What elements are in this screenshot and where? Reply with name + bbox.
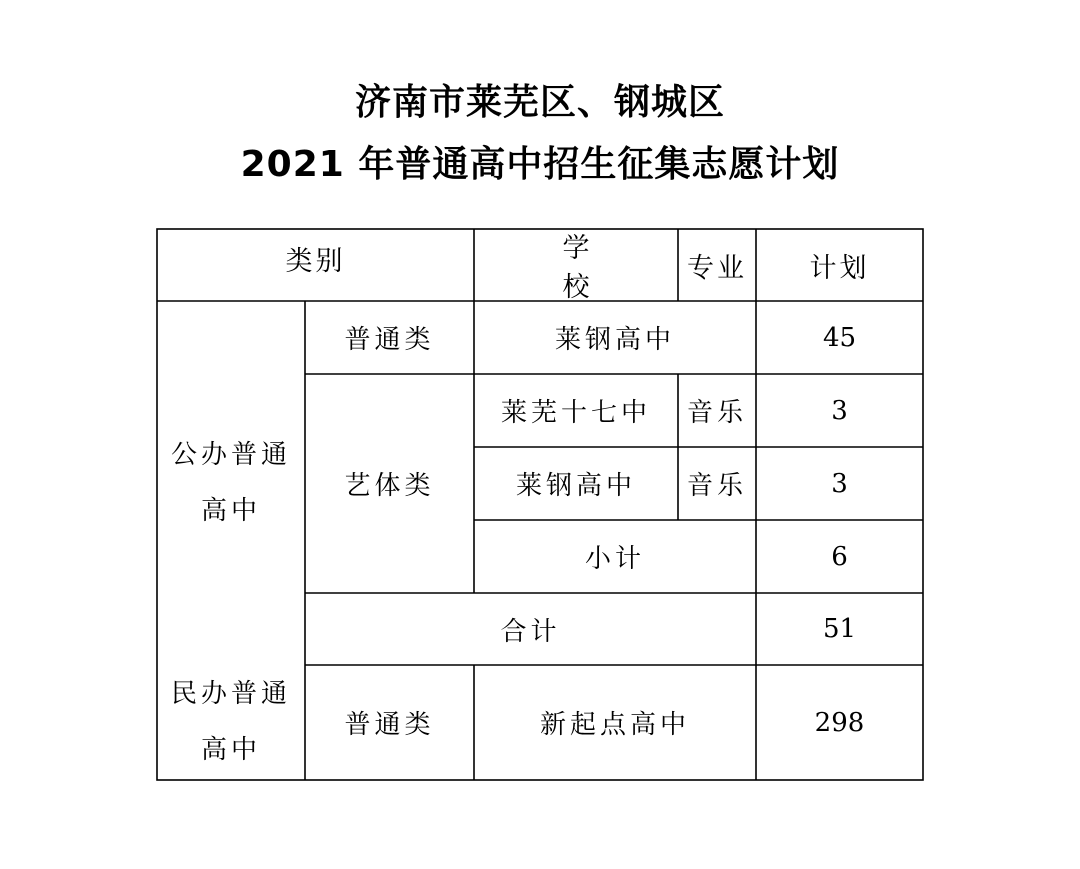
- row2-subcategory: 艺体类: [344, 471, 435, 501]
- group-public-line2: 高中: [200, 496, 261, 526]
- row3-school: 莱钢高中: [515, 471, 636, 501]
- private-school: 新起点高中: [539, 710, 690, 740]
- group-private-line2: 高中: [200, 735, 261, 765]
- header-school: 学校: [562, 233, 656, 303]
- row1-subcategory: 普通类: [344, 325, 435, 355]
- row2-school: 莱芜十七中: [500, 398, 651, 428]
- row1-school: 莱钢高中: [554, 325, 675, 355]
- document-title-line-1: 济南市莱芜区、钢城区: [354, 82, 725, 123]
- group-private: [157, 666, 305, 778]
- document-title-line-2: 2021 年普通高中招生征集志愿计划: [240, 144, 840, 185]
- private-subcategory: 普通类: [344, 710, 435, 740]
- header-plan: 计划: [809, 252, 870, 284]
- private-plan: 298: [814, 707, 865, 738]
- header-category: 类别: [285, 245, 346, 277]
- row2-major: 音乐: [686, 398, 747, 428]
- subtotal-plan: 6: [831, 541, 848, 572]
- total-plan: 51: [822, 614, 857, 644]
- group-public-line1: 公办普通: [170, 440, 291, 470]
- row2-plan: 3: [831, 395, 848, 426]
- group-private-line1: 民办普通: [170, 679, 291, 709]
- row3-major: 音乐: [686, 471, 747, 501]
- row1-plan: 45: [822, 322, 857, 353]
- row3-plan: 3: [831, 468, 848, 499]
- group-public: [157, 427, 305, 539]
- header-major: 专业: [687, 252, 747, 284]
- total-label: 合计: [500, 616, 561, 647]
- subtotal-label: 小计: [584, 544, 645, 574]
